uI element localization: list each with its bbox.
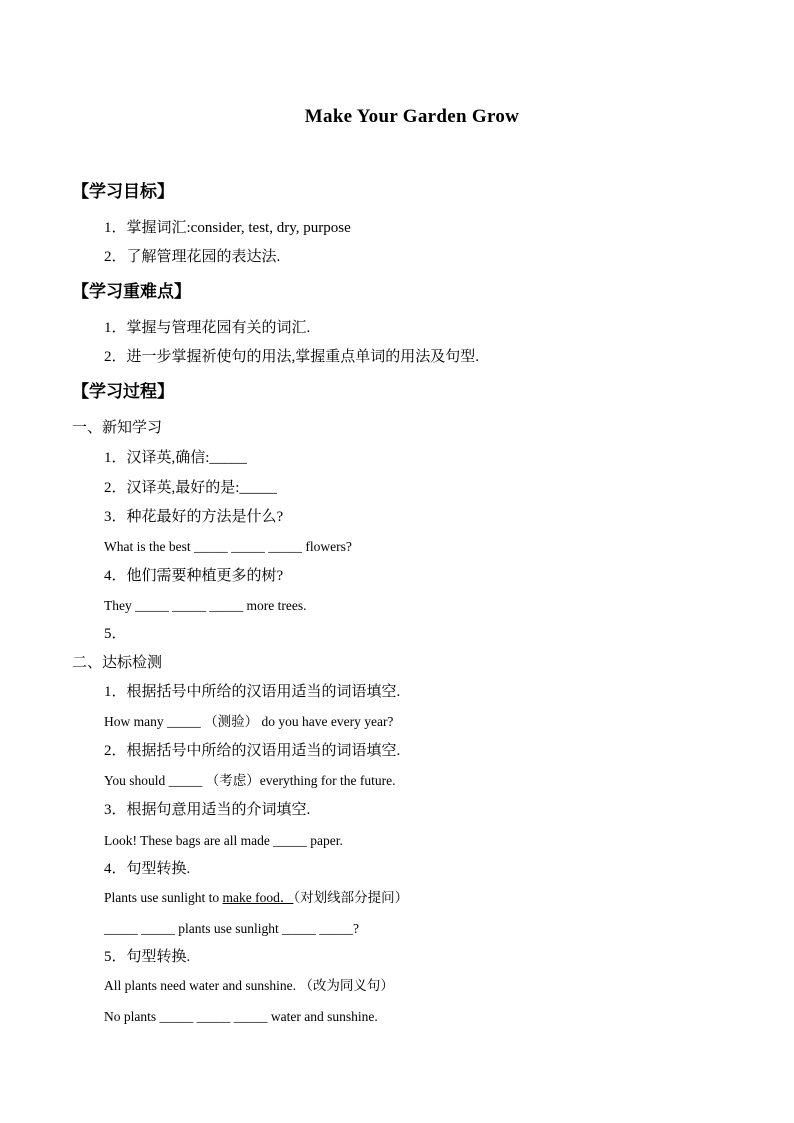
part1-question-2: 2．汉译英,最好的是:_____ <box>104 480 277 496</box>
part2-question-2-text: You should _____ （考虑）everything for the future. <box>104 773 396 788</box>
objectives-heading: 【学习目标】 <box>72 182 174 202</box>
part2-question-5: 5．句型转换. <box>104 949 191 965</box>
part2-question-5-text: All plants need water and sunshine. （改为同义句） <box>104 978 394 993</box>
part2-question-1-text: How many _____ （测验） do you have every year? <box>104 714 394 729</box>
part2-heading: 二、达标检测 <box>72 655 163 671</box>
objective-item: 2．了解管理花园的表达法. <box>104 249 281 265</box>
objective-item: 1．掌握词汇:consider, test, dry, purpose <box>104 220 351 236</box>
part1-question-1: 1．汉译英,确信:_____ <box>104 450 247 466</box>
part1-question-4-answer: They _____ _____ _____ more trees. <box>104 598 307 613</box>
page-title: Make Your Garden Grow <box>304 106 520 127</box>
q4-text-after: （对划线部分提问） <box>293 890 409 905</box>
part1-question-4: 4．他们需要种植更多的树? <box>104 568 284 584</box>
part1-question-3: 3．种花最好的方法是什么? <box>104 509 284 525</box>
q4-text-underlined: make food． <box>222 890 294 905</box>
part1-heading: 一、新知学习 <box>72 420 163 436</box>
key-point-item: 1．掌握与管理花园有关的词汇. <box>104 320 311 336</box>
part2-question-3-text: Look! These bags are all made _____ paper. <box>104 833 343 848</box>
part2-question-3: 3．根据句意用适当的介词填空. <box>104 802 311 818</box>
part2-question-4: 4．句型转换. <box>104 861 191 877</box>
part2-question-1: 1．根据括号中所给的汉语用适当的词语填空. <box>104 684 401 700</box>
process-heading: 【学习过程】 <box>72 382 174 402</box>
part2-question-4-text <box>104 888 408 908</box>
part2-question-5-answer: No plants _____ _____ _____ water and sunshine. <box>104 1009 378 1024</box>
part2-question-4-answer: _____ _____ plants use sunlight _____ _____? <box>104 921 359 936</box>
part1-question-5: 5． <box>104 626 127 642</box>
q4-text-before: Plants use sunlight to <box>104 890 223 905</box>
key-points-heading: 【学习重难点】 <box>72 282 191 302</box>
key-point-item: 2．进一步掌握祈使句的用法,掌握重点单词的用法及句型. <box>104 349 480 365</box>
part2-question-2: 2．根据括号中所给的汉语用适当的词语填空. <box>104 743 401 759</box>
part1-question-3-answer: What is the best _____ _____ _____ flowers? <box>104 539 352 554</box>
